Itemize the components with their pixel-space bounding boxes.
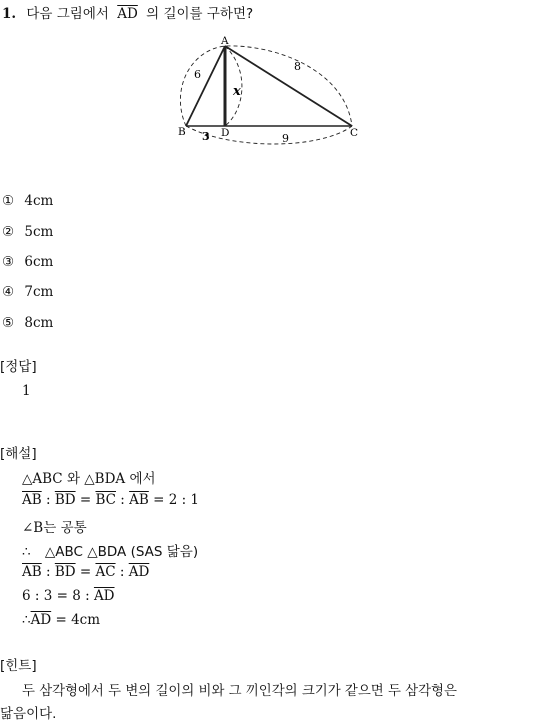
explanation-line-4 — [22, 540, 198, 560]
question-segment: $\overline{AD}$ — [117, 6, 138, 22]
choice-text: 8cm — [24, 315, 54, 331]
text-eseo: 에서 — [129, 471, 156, 487]
answer-heading: [정답] — [0, 359, 37, 375]
label-A: A — [221, 35, 229, 47]
choice-2 — [2, 224, 53, 240]
common-text: 는 공통 — [43, 520, 87, 536]
edge-ac — [225, 46, 352, 126]
choice-3 — [2, 254, 53, 270]
explanation-heading: [해설] — [0, 446, 37, 462]
choice-mark: ② — [2, 224, 15, 240]
therefore-symbol: ∴ — [22, 612, 31, 628]
explanation-line-6 — [22, 588, 115, 604]
explanation-line-7 — [22, 612, 100, 628]
choice-text: 5cm — [24, 224, 54, 240]
question-text-after: 의 길이를 구하면? — [146, 6, 254, 22]
explanation-line-2: $\overline{AB}$ : $\overline{BD} = \overline{BC}$ : $\overline{AB} = 2$ : 1 — [22, 492, 200, 508]
conj-wa: 와 — [66, 471, 80, 487]
explanation-line-1 — [22, 467, 156, 487]
question-number: 1. — [2, 6, 17, 22]
explanation-line-5: $\overline{AB}$ : $\overline{BD} = \overline{AC}$ : $\overline{AD}$ — [22, 564, 150, 580]
choice-mark: ① — [2, 193, 15, 209]
label-D: D — [221, 127, 230, 139]
edge-ab — [186, 46, 225, 126]
length-dc: 9 — [282, 132, 289, 145]
question-text-before: 다음 그림에서 — [26, 6, 109, 22]
segment-ac: $\overline{AC}$ — [95, 564, 116, 580]
choice-mark: ③ — [2, 254, 15, 270]
triangle-abc: △ABC — [22, 471, 63, 487]
segment-bd: $\overline{BD}$ — [54, 492, 76, 508]
segment-ad: $\overline{AD}$ — [128, 564, 150, 580]
length-bd: 3 — [202, 130, 210, 143]
choice-1 — [2, 193, 53, 209]
arc-bottom — [186, 126, 352, 144]
choice-text: 6cm — [24, 254, 54, 270]
similarity-text: △ABC △BDA (SAS 닮음) — [44, 544, 199, 560]
result-text: = 4cm — [55, 612, 101, 628]
label-C: C — [350, 127, 359, 139]
segment-ad: $\overline{AD}$ — [30, 612, 52, 628]
triangle-figure — [0, 0, 534, 160]
choice-4 — [2, 284, 53, 300]
segment-ab: $\overline{AB}$ — [22, 564, 42, 580]
choice-text: 7cm — [24, 284, 54, 300]
choice-mark: ⑤ — [2, 315, 15, 331]
label-B: B — [178, 126, 186, 138]
hint-line-1: 두 삼각형에서 두 변의 길이의 비와 그 끼인각의 크기가 같으면 두 삼각형은 — [22, 684, 457, 699]
segment-bc: $\overline{BC}$ — [95, 492, 116, 508]
segment-ab-2: $\overline{AB}$ — [129, 492, 149, 508]
choice-text: 4cm — [24, 193, 54, 209]
therefore-symbol: ∴ — [22, 544, 31, 560]
length-ac: 8 — [294, 60, 301, 73]
segment-bd: $\overline{BD}$ — [54, 564, 76, 580]
hint-line-2: 닮음이다. — [0, 706, 57, 722]
angle-b: ∠B — [22, 520, 44, 536]
proportion-text: 6 : 3 = 8 : — [22, 588, 90, 604]
answer-value: 1 — [22, 383, 31, 399]
length-ab: 6 — [194, 68, 201, 81]
segment-ab: $\overline{AB}$ — [22, 492, 42, 508]
choice-mark: ④ — [2, 284, 15, 300]
segment-ad: $\overline{AD}$ — [93, 588, 115, 604]
length-ad: x — [233, 84, 241, 99]
hint-heading: [힌트] — [0, 658, 37, 674]
ratio-value: = 2 : 1 — [153, 492, 200, 508]
explanation-line-3 — [22, 516, 87, 536]
choice-5 — [2, 315, 53, 331]
triangle-bda: △BDA — [84, 471, 126, 487]
